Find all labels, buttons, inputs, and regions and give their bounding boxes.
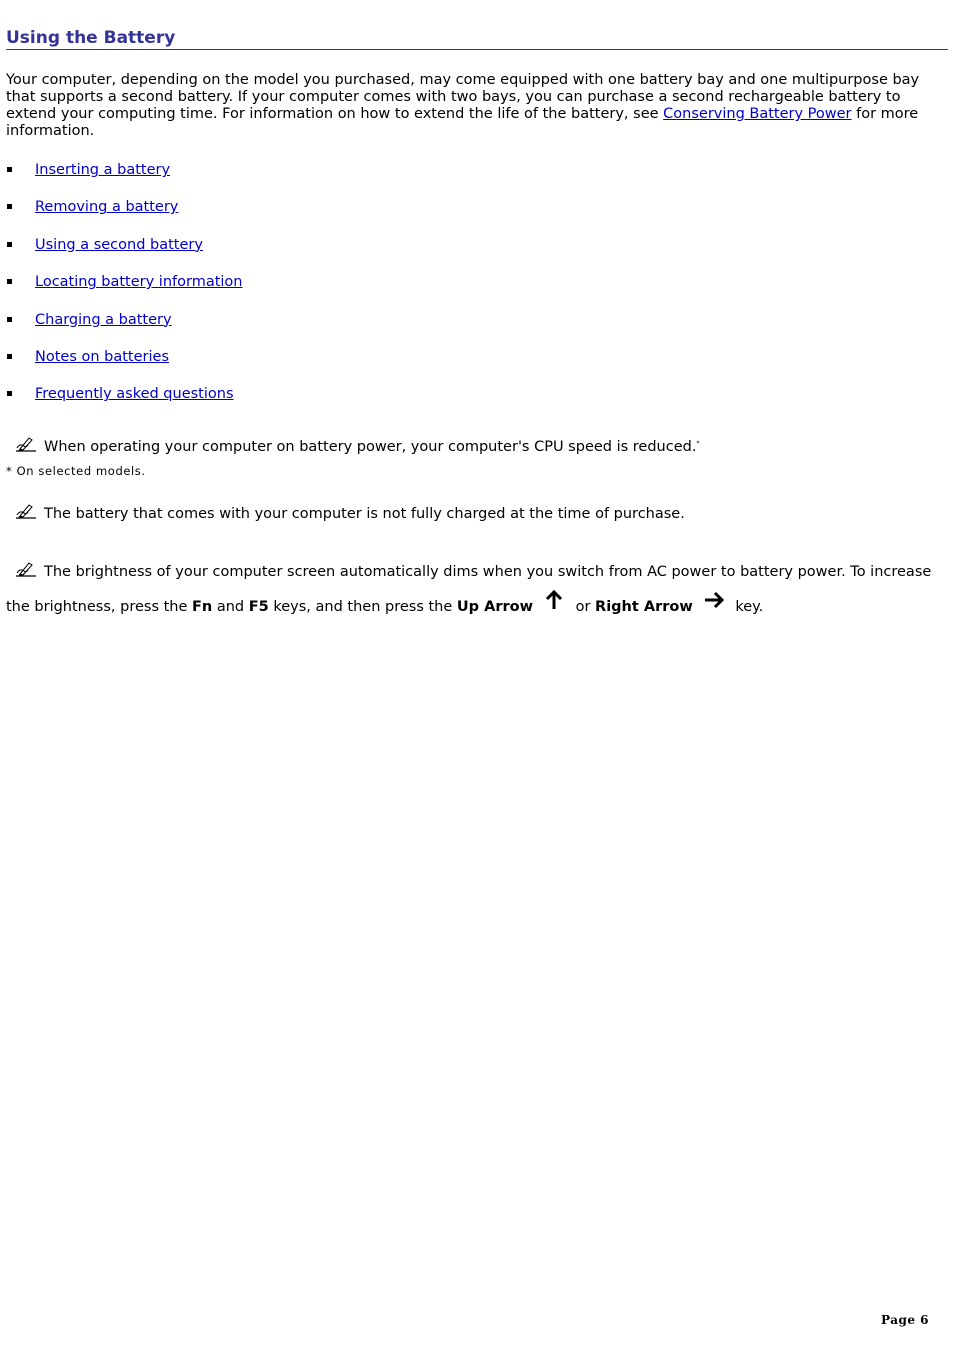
list-item [6, 160, 243, 197]
brightness-text-3: key. [730, 599, 764, 615]
brightness-and: and [212, 599, 249, 615]
right-arrow-key-label: Right Arrow [595, 599, 693, 615]
intro-text: Your computer, depending on the model you purchased, may come equipped with one battery bay and one multipurpose bay that supports a second battery. If your computer comes with two bays, you can purchase a second rechargeable battery to extend your computing time. For information on how to extend the life of the battery, see [6, 72, 920, 122]
brightness-or: or [570, 599, 596, 615]
note-charge [6, 502, 685, 524]
fn-key-label: Fn [192, 599, 213, 615]
page-number: Page 6 [881, 1313, 930, 1327]
pencil-note-icon [14, 560, 40, 578]
faq-link[interactable]: Frequently asked questions [35, 386, 234, 403]
note-charge-text: The battery that comes with your computer is not fully charged at the time of purchase. [44, 506, 685, 522]
note-cpu-text: When operating your computer on battery power, your computer's CPU speed is reduced. [44, 438, 697, 455]
bullet-icon [7, 354, 12, 359]
notes-batteries-link[interactable]: Notes on batteries [35, 348, 170, 365]
bullet-icon [7, 167, 12, 172]
footnote-mark: * [696, 440, 700, 447]
inserting-battery-link[interactable]: Inserting a battery [35, 162, 171, 178]
topic-link-list [6, 160, 243, 422]
bullet-icon [7, 317, 12, 322]
bullet-icon [7, 391, 12, 396]
brightness-text-1: The brightness of your computer screen automatically dims when you switch from AC power to battery power. To increase the brightness, press the [6, 564, 932, 615]
charging-battery-link[interactable]: Charging a battery [35, 311, 172, 328]
up-arrow-icon [543, 589, 565, 611]
list-item [6, 384, 243, 421]
f5-key-label: F5 [248, 599, 269, 615]
list-item [6, 310, 243, 347]
right-arrow-icon [703, 589, 725, 611]
pencil-note-icon [14, 502, 40, 520]
footnote: * On selected models. [6, 464, 146, 478]
second-battery-link[interactable]: Using a second battery [35, 236, 203, 253]
brightness-text-2: keys, and then press the [268, 599, 457, 615]
intro-text-end: for more information. [6, 106, 919, 139]
list-item [6, 347, 243, 384]
bullet-icon [7, 279, 12, 284]
list-item [6, 235, 243, 272]
pencil-note-icon [14, 435, 40, 453]
list-item [6, 272, 243, 309]
list-item [6, 197, 243, 234]
intro-paragraph [6, 72, 946, 140]
bullet-icon [7, 242, 12, 247]
battery-info-link[interactable]: Locating battery information [35, 274, 243, 291]
up-arrow-key-label: Up Arrow [456, 599, 533, 615]
page-title: Using the Battery [6, 28, 948, 50]
bullet-icon [7, 204, 12, 209]
note-cpu [6, 434, 699, 457]
note-brightness [6, 556, 936, 624]
conserving-battery-power-link[interactable]: Conserving Battery Power [663, 106, 852, 122]
removing-battery-link[interactable]: Removing a battery [35, 199, 179, 216]
